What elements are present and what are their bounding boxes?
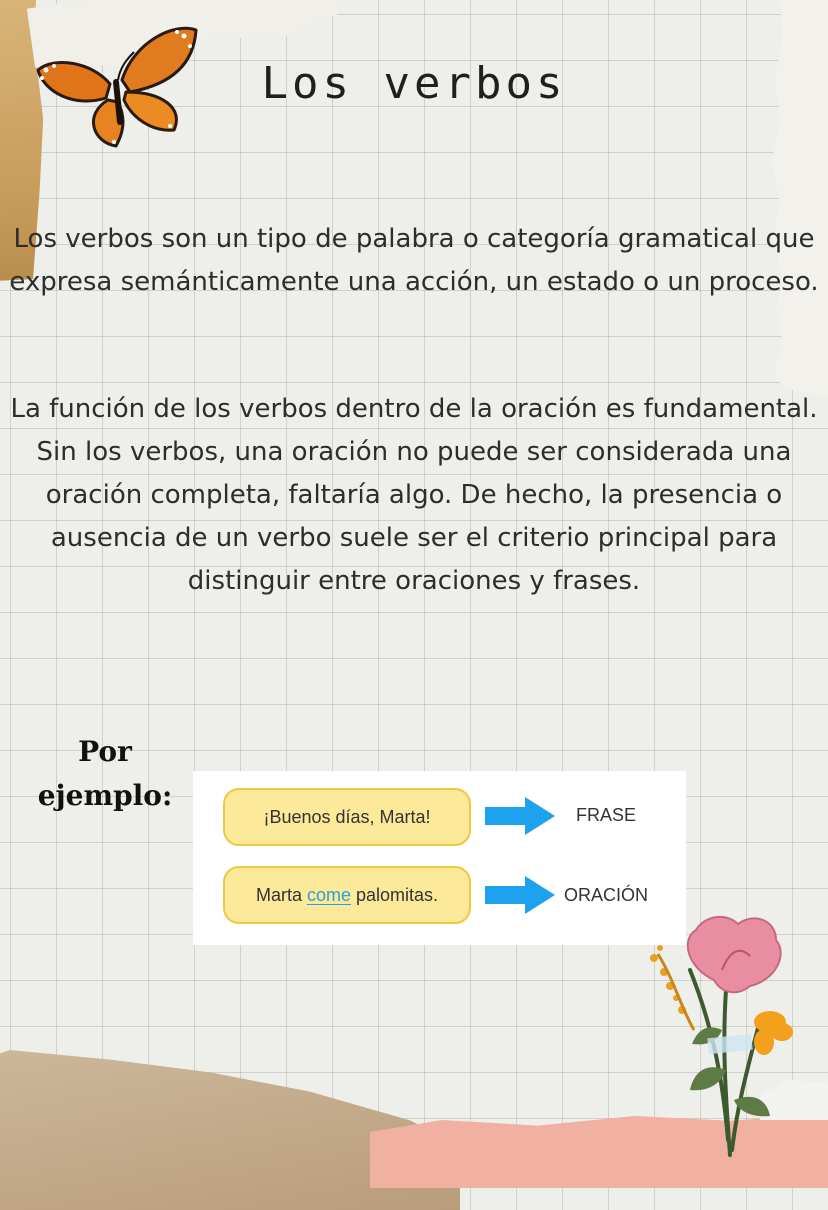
example-verb: come [306,884,351,905]
arrow-right-icon [485,876,555,914]
example-sentence-before: Marta [255,884,307,905]
example-label-oracion: ORACIÓN [563,885,648,905]
example-heading-line2: ejemplo: [37,779,173,812]
example-phrase-pill [223,788,471,846]
page-title: Los verbos [261,58,567,109]
example-sentence-after: palomitas. [350,884,439,905]
arrow-right-icon [485,797,555,835]
intro-paragraph: Los verbos son un tipo de palabra o categoría gramatical que expresa semánticamente una acción, un estado o un proceso. [9,224,819,297]
function-paragraph: La función de los verbos dentro de la oración es fundamental. Sin los verbos, una oración no puede ser considerada una oración completa, faltaría algo. De hecho, la presencia o ausencia de un verbo suele ser el criterio principal para distinguir entre oraciones y frases. [10,394,818,596]
example-phrase-text: ¡Buenos días, Marta! [263,806,431,827]
example-card [193,771,686,945]
example-heading [20,730,190,818]
flower-bouquet-icon [630,910,810,1160]
example-sentence-pill [223,866,471,924]
example-label-frase: FRASE [575,805,636,825]
example-heading-line1: Por [78,735,132,768]
